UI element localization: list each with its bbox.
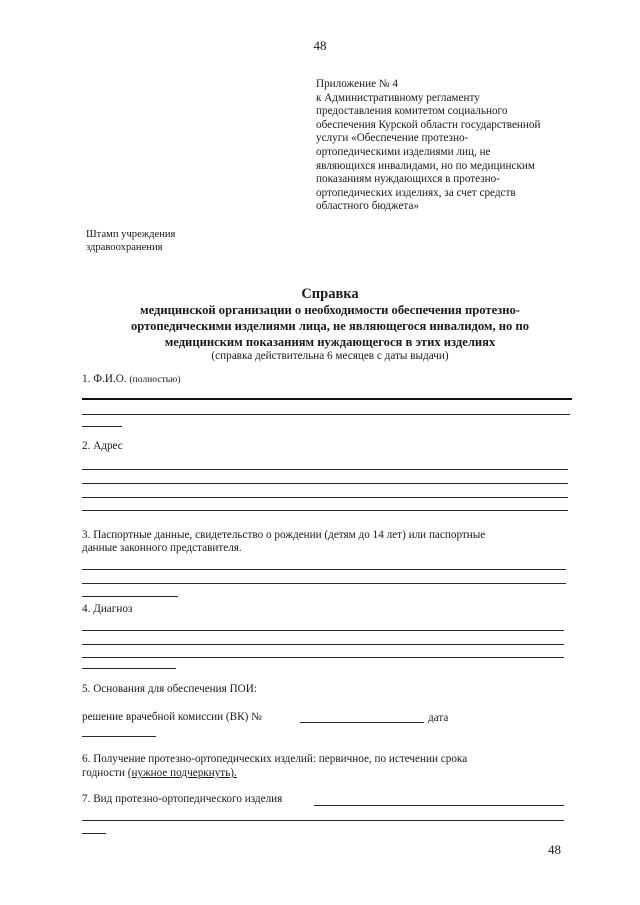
receipt-note-underlined: (нужное подчеркнуть).: [127, 767, 237, 779]
stamp-line: Штамп учреждения: [86, 229, 176, 240]
product-type-line[interactable]: [82, 820, 564, 821]
passport-line[interactable]: [82, 569, 566, 570]
passport-line[interactable]: [82, 583, 566, 584]
fio-line[interactable]: [82, 426, 122, 427]
address-label: 2. Адрес: [82, 440, 123, 452]
diagnosis-line[interactable]: [82, 657, 564, 658]
appendix-line: к Административному регламенту: [316, 91, 480, 104]
diagnosis-line[interactable]: [82, 668, 176, 669]
title-main: Справка: [301, 286, 359, 302]
fio-label: [82, 372, 181, 387]
title-sub-line: медицинской организации о необходимости обеспечения протезно-: [140, 303, 520, 317]
passport-label-continued: данные законного представителя.: [82, 542, 242, 554]
address-line[interactable]: [82, 510, 568, 511]
title-subtitle: [60, 302, 600, 350]
appendix-line: областного бюджета»: [316, 200, 419, 213]
product-type-line[interactable]: [82, 833, 106, 834]
date-label: дата: [428, 712, 449, 724]
appendix-line: ортопедических изделиях, за счет средств: [316, 186, 516, 199]
diagnosis-line[interactable]: [82, 630, 564, 631]
fio-line[interactable]: [82, 414, 570, 415]
fio-label-text: 1. Ф.И.О.: [82, 373, 127, 385]
product-type-label: 7. Вид протезно-ортопедического изделия: [82, 793, 283, 805]
receipt-label-continued: [82, 766, 237, 780]
appendix-line: Приложение № 4: [316, 78, 398, 90]
date-line[interactable]: [82, 736, 156, 737]
stamp-placeholder: [86, 228, 175, 254]
fio-hint: (полностью): [129, 374, 181, 385]
diagnosis-line[interactable]: [82, 644, 564, 645]
address-line[interactable]: [82, 497, 568, 498]
appendix-line: показаниям нуждающихся в протезно-: [316, 173, 500, 186]
appendix-note: [316, 78, 596, 214]
address-line[interactable]: [82, 469, 568, 470]
validity-note: (справка действительна 6 месяцев с даты выдачи): [211, 350, 449, 362]
page-number-top: 48: [313, 38, 327, 53]
diagnosis-label: 4. Диагноз: [82, 603, 133, 615]
product-type-line[interactable]: [314, 805, 564, 806]
passport-label: 3. Паспортные данные, свидетельство о рождении (детям до 14 лет) или паспортные: [82, 529, 486, 541]
passport-line[interactable]: [82, 596, 178, 597]
stamp-line: здравоохранения: [86, 242, 163, 253]
fio-line[interactable]: [82, 398, 572, 400]
vk-number-line[interactable]: [300, 722, 424, 723]
address-line[interactable]: [82, 483, 568, 484]
basis-label: 5. Основания для обеспечения ПОИ:: [82, 683, 257, 695]
vk-label: решение врачебной комиссии (ВК) №: [82, 711, 262, 723]
page-number-bottom: 48: [548, 842, 561, 857]
title-sub-line: медицинским показаниям нуждающегося в этих изделиях: [164, 335, 496, 349]
certificate-title: [60, 286, 600, 363]
title-sub-line: ортопедическими изделиями лица, не являющегося инвалидом, но по: [130, 319, 530, 333]
appendix-line: обеспечения Курской области государственной: [316, 118, 541, 131]
appendix-line: являющихся инвалидами, но по медицинским: [316, 159, 535, 172]
appendix-line: предоставления комитетом социального: [316, 105, 508, 118]
appendix-line: услуги «Обеспечение протезно-: [316, 132, 469, 145]
appendix-line: ортопедическими изделиями лиц, не: [316, 145, 491, 158]
receipt-prefix: годности: [82, 767, 128, 779]
receipt-label: 6. Получение протезно-ортопедических изделий: первичное, по истечении срока: [82, 753, 468, 765]
